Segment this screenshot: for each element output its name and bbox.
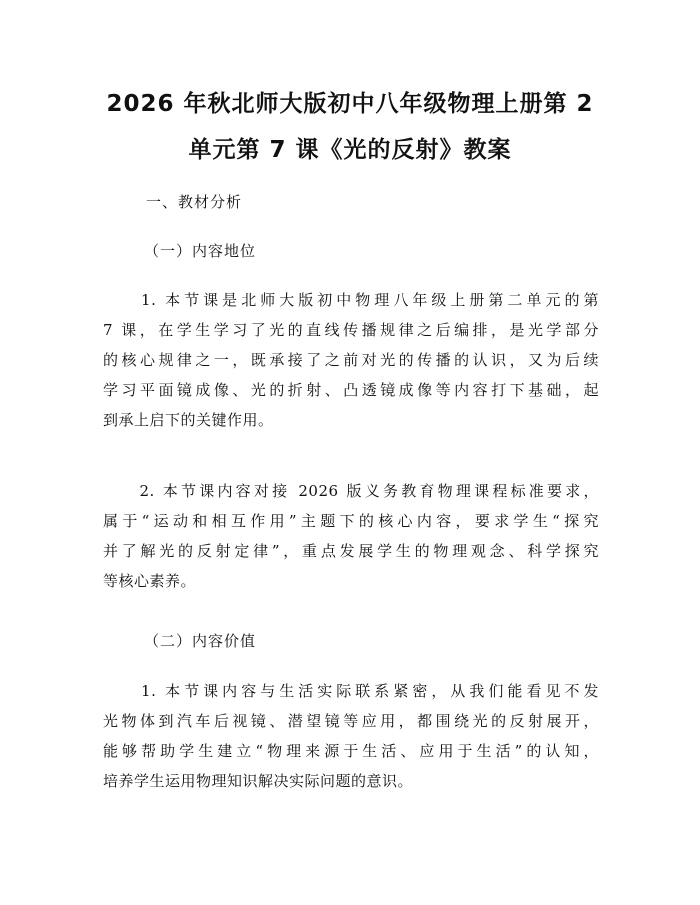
paragraph-line: 7 课，在学生学习了光的直线传播规律之后编排，是光学部分	[103, 321, 599, 339]
paragraph-line: 到承上启下的关键作用。	[103, 411, 274, 429]
paragraph-line: 2. 本节课内容对接 2026 版义务教育物理课程标准要求，	[103, 482, 599, 500]
paragraph-line: 的核心规律之一，既承接了之前对光的传播的认识，又为后续	[103, 351, 599, 369]
paragraph-line: 光物体到汽车后视镜、潜望镜等应用，都围绕光的反射展开，	[103, 712, 599, 730]
paragraph-line: 能够帮助学生建立“物理来源于生活、应用于生活”的认知，	[103, 742, 599, 760]
subsection-heading-content-value: （二）内容价值	[144, 632, 257, 650]
paragraph-content-value-1	[103, 676, 599, 796]
paragraph-line: 1. 本节课是北师大版初中物理八年级上册第二单元的第	[103, 291, 599, 309]
paragraph-line: 等核心素养。	[103, 572, 197, 590]
paragraph-line: 1. 本节课内容与生活实际联系紧密，从我们能看见不发	[103, 682, 599, 700]
section-heading-textbook-analysis: 一、教材分析	[146, 193, 243, 211]
paragraph-content-position-1	[103, 285, 599, 435]
paragraph-line: 学习平面镜成像、光的折射、凸透镜成像等内容打下基础，起	[103, 381, 599, 399]
paragraph-line: 培养学生运用物理知识解决实际问题的意识。	[103, 772, 414, 790]
paragraph-line: 属于“运动和相互作用”主题下的核心内容，要求学生“探究	[103, 512, 599, 530]
paragraph-line: 并了解光的反射定律”，重点发展学生的物理观念、科学探究	[103, 542, 599, 560]
document-title-line-2: 单元第 7 课《光的反射》教案	[188, 137, 512, 163]
subsection-heading-content-position: （一）内容地位	[144, 242, 257, 260]
document-title-line-1: 2026 年秋北师大版初中八年级物理上册第 2	[106, 91, 594, 117]
paragraph-content-position-2	[103, 476, 599, 596]
